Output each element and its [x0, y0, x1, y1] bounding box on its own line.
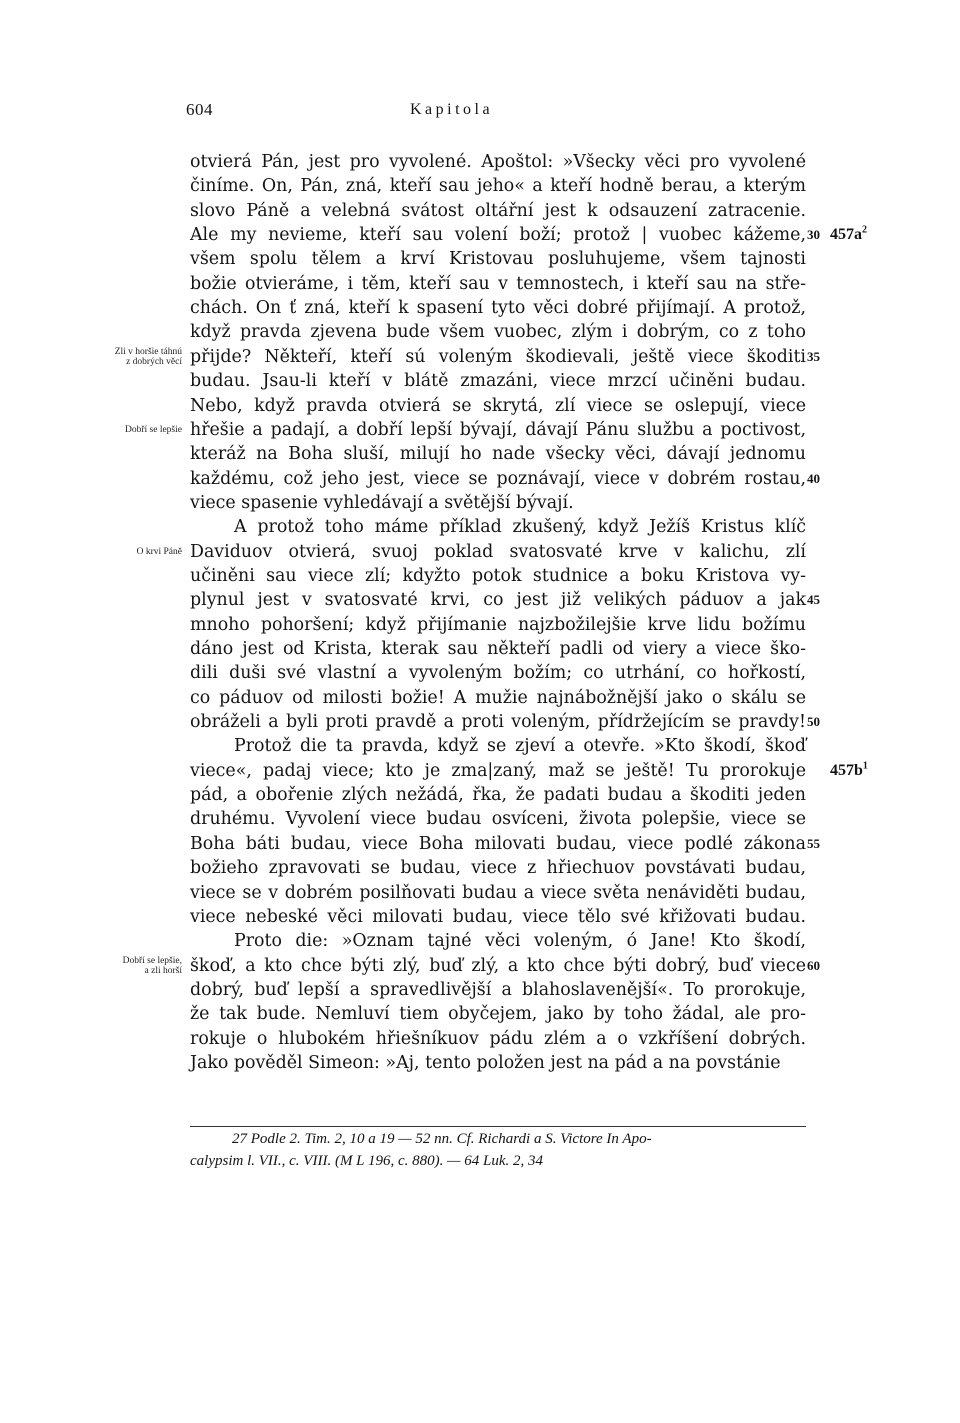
text-line: všem spolu tělem a krví Kristovau posluhujeme, všem tajnosti — [190, 249, 806, 270]
text-line: rokuje o hlubokém hřiešníkuov pádu zlém a o vzkříšení dobrých. — [190, 1028, 806, 1049]
text-line: Daviduov otvierá, svuoj poklad svatosvaté krve v kalichu, zlí — [190, 541, 806, 562]
text-line: dobrý, buď lepší a spravedlivější a blahoslavenější«. To prorokuje, — [190, 979, 806, 1000]
text-line: činíme. On, Pán, zná, kteří sau jeho« a kteří hodně berau, a kterým — [190, 176, 806, 197]
text-line: co páduov od milosti božie! A mužie najnábožnější jako o skálu se — [190, 687, 806, 708]
text-line: Nebo, když pravda otvierá se skrytá, zlí viece se oslepují, viece — [190, 395, 806, 416]
text-line: Ale my nevieme, kteří sau volení boží; protož | vuobec kážeme, — [190, 225, 806, 246]
folio-superscript: 1 — [862, 760, 868, 772]
marginal-note-line: Dobří se lepšie — [125, 424, 182, 435]
text-line: škoď, a kto chce býti zlý, buď zlý, a kto chce býti dobrý, buď viece — [190, 955, 806, 976]
marginal-note — [82, 956, 182, 976]
page-header — [0, 100, 960, 130]
text-line: viece nebeské věci milovati budau, viece tělo své křižovati budau. — [190, 906, 806, 927]
text-line: druhému. Vyvolení viece budau osvíceni, života polepšie, viece se — [190, 809, 806, 830]
text-line: obráželi a byli proti pravdě a proti voleným, přídržejícím se pravdy! — [190, 712, 806, 733]
text-line: každému, což jeho jest, viece se poznávají, viece v dobrém rostau, — [190, 468, 806, 489]
line-number: 40 — [807, 470, 820, 486]
text-line: budau. Jsau-li kteří v blátě zmazáni, viece mrzcí učiněni budau. — [190, 371, 806, 392]
text-line: božie otvieráme, i těm, kteří sau v temnostech, i kteří sau na stře- — [190, 273, 806, 294]
running-title: Kapitola — [410, 101, 494, 118]
folio-label: 457b — [830, 761, 863, 779]
marginal-note-line: O krvi Páně — [136, 546, 182, 557]
marginal-note — [82, 347, 182, 367]
line-number: 60 — [807, 957, 820, 973]
marginal-note-line: Zli v horšie táhnú — [114, 346, 182, 357]
text-line: Protož die ta pravda, když se zjeví a otevře. »Kto škodí, škoď — [234, 736, 806, 757]
text-line: učiněni sau viece zlí; kdyžto potok studnice a boku Kristova vy- — [190, 565, 806, 586]
line-number: 50 — [807, 714, 820, 730]
marginal-note-line: Dobří se lepšie, — [122, 955, 182, 966]
footnote-rule — [190, 1126, 806, 1127]
folio-reference — [830, 759, 868, 783]
text-line: hřešie a padají, a dobří lepší bývají, dávají Pánu službu a poctivost, — [190, 419, 806, 440]
footnote-line-2: calypsim l. VII., c. VIII. (M L 196, c. 880). — 64 Luk. 2, 34 — [190, 1153, 543, 1169]
text-line: přijde? Někteří, kteří sú voleným škodievali, ještě viece škoditi — [190, 346, 806, 367]
text-line: Jako pověděl Simeon: »Aj, tento položen jest na pád a na povstánie — [190, 1052, 781, 1073]
text-line: chách. On ť zná, kteří k spasení tyto věci dobré přijímají. A protož, — [190, 298, 806, 319]
text-line: otvierá Pán, jest pro vyvolené. Apoštol: »Všecky věci pro vyvolené — [190, 152, 806, 172]
marginal-note-line: a zli horší — [144, 965, 182, 976]
footnote-line-1: 27 Podle 2. Tim. 2, 10 a 19 — 52 nn. Cf. Richardi a S. Victore In Apo- — [232, 1131, 652, 1147]
text-line: dáno jest od Krista, kterak sau někteří padli od viery a viece ško- — [190, 639, 806, 659]
text-line: viece se v dobrém posilňovati budau a viece světa nenáviděti budau, — [190, 882, 806, 903]
folio-label: 457a — [830, 226, 862, 244]
footnotes — [190, 1128, 806, 1172]
text-line: A protož toho máme příklad zkušený, když Ježíš Kristus klíč — [234, 517, 806, 538]
text-line: že tak bude. Nemluví tiem obyčejem, jako by toho žádal, ale pro- — [190, 1004, 806, 1025]
text-line: slovo Páně a velebná svátost oltářní jest k odsauzení zatracenie. — [190, 200, 806, 221]
marginal-note — [82, 547, 182, 557]
text-line: viece spasenie vyhledávají a světější bývají. — [190, 492, 574, 513]
text-line: kteráž na Boha sluší, milují ho nade všecky věci, dávají jednomu — [190, 444, 806, 465]
text-line: Boha báti budau, viece Boha milovati budau, viece podlé zákona — [190, 833, 806, 854]
line-number: 45 — [807, 592, 820, 608]
text-line: když pravda zjevena bude všem vuobec, zlým i dobrým, co z toho — [190, 322, 806, 343]
marginal-note — [82, 425, 182, 435]
text-line: viece«, padaj viece; kto je zma|zaný, maž se ještě! Tu prorokuje — [190, 760, 806, 781]
line-number: 55 — [807, 835, 820, 851]
folio-superscript: 2 — [862, 224, 867, 236]
text-line: Proto die: »Oznam tajné věci voleným, ó Jane! Kto škodí, — [234, 931, 806, 952]
folio-reference — [830, 223, 867, 247]
text-line: mnoho pohoršení; když přijímanie najzbožilejšie krve lidu božímu — [190, 614, 806, 635]
text-line: pád, a obořenie zlých nežádá, řka, že padati budau a škoditi jeden — [190, 785, 806, 806]
marginal-note-line: z dobrých věcí — [126, 356, 182, 367]
line-number: 30 — [807, 227, 820, 243]
page-number: 604 — [186, 100, 213, 119]
text-line: dili duši své vlastní a vyvoleným božím; co utrhání, co hořkostí, — [190, 663, 806, 684]
text-line: božieho zpravovati se budau, viece z hřiechuov povstávati budau, — [190, 858, 806, 879]
text-line: plynul jest v svatosvaté krvi, co jest již velikých páduov a jak — [190, 590, 806, 611]
line-number: 35 — [807, 348, 820, 364]
